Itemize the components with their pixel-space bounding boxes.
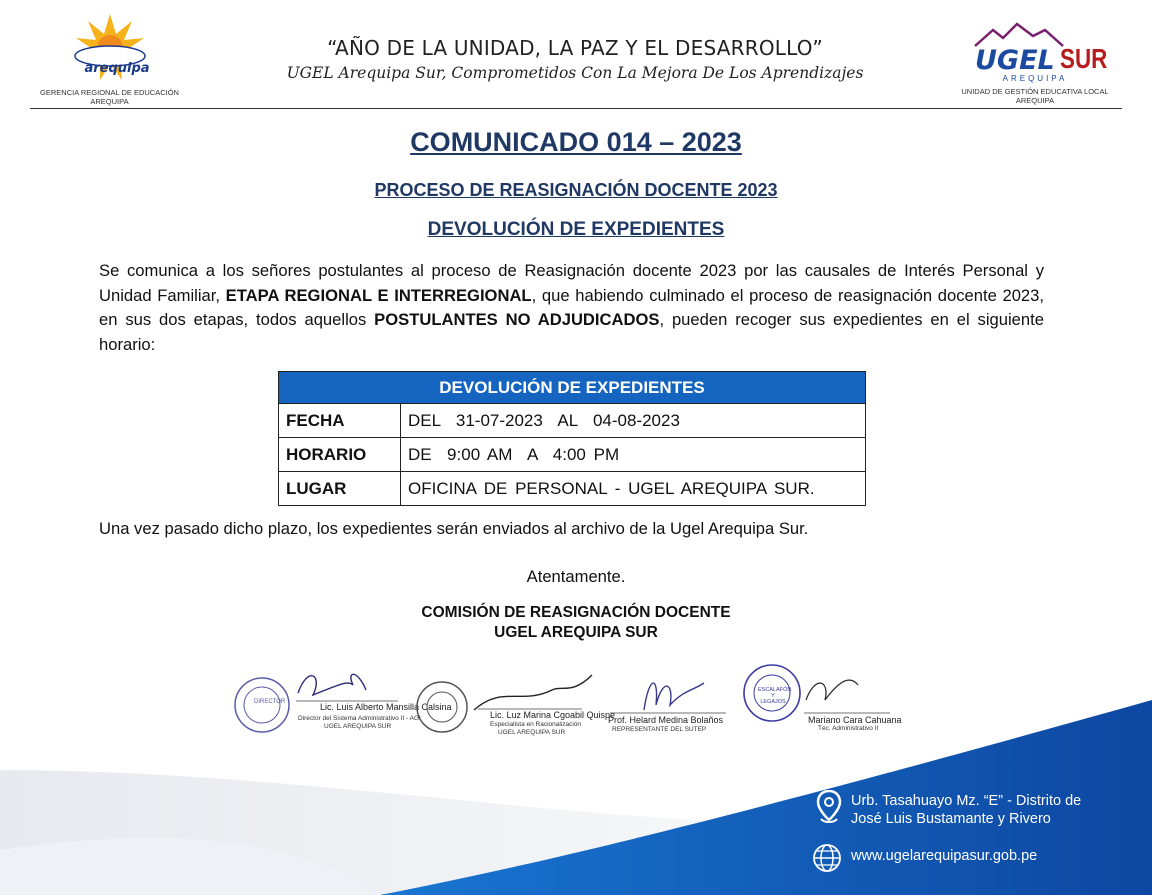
emphasis-applicants: POSTULANTES NO ADJUDICADOS xyxy=(374,310,660,329)
signer-role: Director del Sistema Administrativo II - AGI xyxy=(298,715,421,722)
signer-role: REPRESENTANTE DEL SUTEP xyxy=(612,726,707,733)
signature-3 xyxy=(604,655,734,750)
ugel-slogan: UGEL Arequipa Sur, Comprometidos Con La Mejora De Los Aprendizajes xyxy=(286,64,864,82)
address-text: Urb. Tasahuayo Mz. “E” - Distrito de José Luis Bustamante y Rivero xyxy=(851,793,1082,827)
header-divider xyxy=(30,108,1122,109)
section-heading: DEVOLUCIÓN DE EXPEDIENTES xyxy=(427,219,725,240)
seal-label: ESCALAFÓN Y LEGAJOS xyxy=(758,687,792,705)
row-label: FECHA xyxy=(279,404,401,438)
seal-label: DIRECTOR xyxy=(254,699,286,705)
closing-salutation: Atentamente. xyxy=(526,567,626,586)
signer-name: Prof. Helard Medina Bolaños xyxy=(608,715,724,725)
website-link[interactable]: www.ugelarequipasur.gob.pe xyxy=(851,848,1038,864)
table-row xyxy=(279,438,866,472)
document-subtitle: PROCESO DE REASIGNACIÓN DOCENTE 2023 xyxy=(374,180,778,200)
table-header: DEVOLUCIÓN DE EXPEDIENTES xyxy=(279,372,866,404)
row-label: HORARIO xyxy=(279,438,401,472)
signer-name: Lic. Luz Marina Cgoabil Quispe xyxy=(490,710,616,720)
announcement-paragraph: Se comunica a los señores postulantes al proceso de Reasignación docente 2023 por las causales de Interés Personal y Unidad Familiar, ETAPA REGIONAL E INTERREGIONAL, que habiendo culminado el proceso de reasignación docente 2023, en sus dos etapas, todos aquellos POSTULANTES NO ADJUDICADOS, pueden recoger sus expedientes en el siguiente horario: xyxy=(99,261,1044,354)
table-header-row xyxy=(279,372,866,404)
gerencia-logo xyxy=(22,12,197,106)
ugel-logo-sur: SUR xyxy=(1060,43,1108,74)
ugel-sur-logo xyxy=(945,18,1125,108)
row-label: LUGAR xyxy=(279,472,401,506)
emphasis-stage: ETAPA REGIONAL E INTERREGIONAL xyxy=(225,285,532,305)
signer-name: Mariano Cara Cahuana xyxy=(808,715,902,725)
signer-office: UGEL AREQUIPA SUR xyxy=(324,723,392,730)
row-value: DEL 31-07-2023 AL 04-08-2023 xyxy=(401,404,866,438)
row-value: DE 9:00 AM A 4:00 PM xyxy=(401,438,866,472)
signer-name: Lic. Luis Alberto Mansilla Calsina xyxy=(320,702,452,712)
deadline-note: Una vez pasado dicho plazo, los expedientes serán enviados al archivo de la Ugel Arequipa Sur. xyxy=(99,519,809,538)
schedule-table xyxy=(278,371,866,506)
gerencia-caption: GERENCIA REGIONAL DE EDUCACIÓN AREQUIPA xyxy=(40,88,179,106)
ugel-logo-main: UGEL xyxy=(975,45,1055,76)
signature-4 xyxy=(740,655,900,750)
table-row xyxy=(279,404,866,438)
row-value: OFICINA DE PERSONAL - UGEL AREQUIPA SUR. xyxy=(401,472,866,506)
location-pin-icon xyxy=(816,790,842,824)
letterhead xyxy=(0,0,1152,112)
signature-2 xyxy=(412,655,616,750)
globe-icon xyxy=(812,843,842,873)
ugel-logo-city: AREQUIPA xyxy=(1002,74,1068,83)
ugel-caption: UNIDAD DE GESTIÓN EDUCATIVA LOCAL AREQUIPA xyxy=(961,87,1109,105)
committee-name: COMISIÓN DE REASIGNACIÓN DOCENTE UGEL AREQUIPA SUR xyxy=(421,604,731,641)
table-row xyxy=(279,472,866,506)
signer-office: UGEL AREQUIPA SUR xyxy=(498,729,566,736)
year-motto: “AÑO DE LA UNIDAD, LA PAZ Y EL DESARROLLO” xyxy=(327,36,823,60)
signature-block xyxy=(220,655,920,755)
signer-role: Especialista en Racionalización xyxy=(490,721,582,728)
sun-logo-text: arequipa xyxy=(84,61,150,76)
document-title: COMUNICADO 014 – 2023 xyxy=(410,127,742,157)
signer-role: Téc. Administrativo II xyxy=(818,725,879,732)
signature-1 xyxy=(228,655,452,750)
